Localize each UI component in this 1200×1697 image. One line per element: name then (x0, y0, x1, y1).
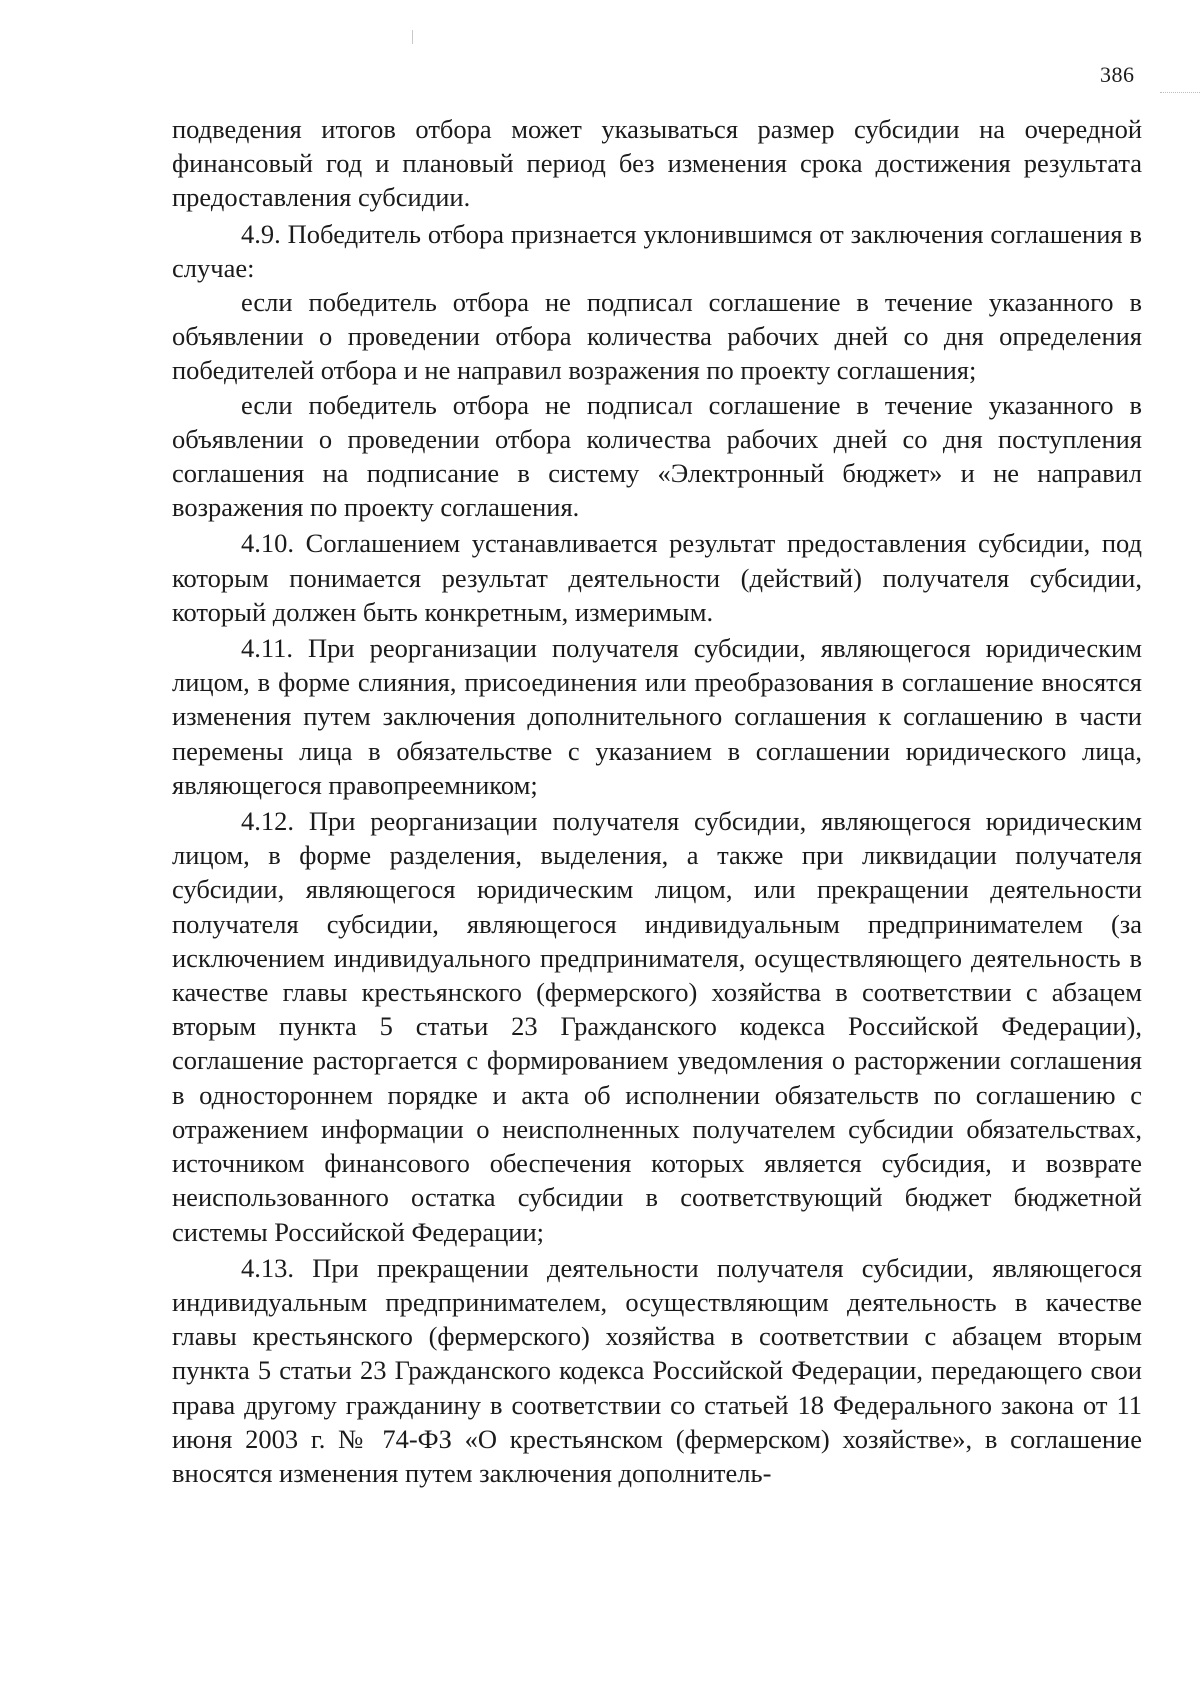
paragraph-condition-1: если победитель отбора не подписал соглашение в течение указанного в объявлении о проведении отбора количества рабочих дней со дня определения победителей отбора и не направил возражения по проекту соглашения; (172, 287, 1142, 386)
paragraph-clause-4-13: 4.13. При прекращении деятельности получателя субсидии, являющегося индивидуальным предпринимателем, осуществляющим деятельность в качестве главы крестьянского (фермерского) хозяйства в соответствии с абзацем вторым пункта 5 статьи 23 Гражданского кодекса Российской Федерации, передающего свои права другому гражданину в соответствии со статьей 18 Федерального закона от 11 июня 2003 г. № 74-ФЗ «О крестьянском (фермерском) хозяйстве», в соглашение вносятся изменения путем заключения дополнитель- (172, 1252, 1142, 1488)
scan-artifact-dots (1160, 92, 1200, 95)
paragraph-clause-4-11: 4.11. При реорганизации получателя субсидии, являющегося юридическим лицом, в форме слияния, присоединения или преобразования в соглашение вносятся изменения путем заключения дополнительного соглашения к соглашению в части перемены лица в обязательстве с указанием в соглашении юридического лица, являющегося правопреемником; (172, 633, 1142, 800)
paragraph-clause-4-12: 4.12. При реорганизации получателя субсидии, являющегося юридическим лицом, в форме разделения, выделения, а также при ликвидации получателя субсидии, являющегося юридическим лицом, или прекращении деятельности получателя субсидии, являющегося индивидуальным предпринимателем (за исключением индивидуального предпринимателя, осуществляющего деятельность в качестве главы крестьянского (фермерского) хозяйства в соответствии с абзацем вторым пункта 5 статьи 23 Гражданского кодекса Российской Федерации), соглашение расторгается с формированием уведомления о расторжении соглашения в одностороннем порядке и акта об исполнении обязательств по соглашению с отражением информации о неисполненных получателем субсидии обязательствах, источником финансового обеспечения которых является субсидия, и возврате неиспользованного остатка субсидии в соответствующий бюджет бюджетной системы Российской Федерации; (172, 806, 1142, 1247)
paragraph-clause-4-9: 4.9. Победитель отбора признается уклонившимся от заключения соглашения в случае: (172, 218, 1142, 283)
page-number: 386 (1100, 62, 1135, 87)
scan-artifact-line (412, 30, 413, 44)
document-body (172, 112, 1142, 1490)
paragraph-condition-2: если победитель отбора не подписал соглашение в течение указанного в объявлении о проведении отбора количества рабочих дней со дня поступления соглашения на подписание в систему «Электронный бюджет» и не направил возражения по проекту соглашения. (172, 389, 1142, 523)
paragraph-continuation: подведения итогов отбора может указываться размер субсидии на очередной финансовый год и плановый период без изменения срока достижения результата предоставления субсидии. (172, 114, 1142, 213)
paragraph-clause-4-10: 4.10. Соглашением устанавливается результат предоставления субсидии, под которым понимается результат деятельности (действий) получателя субсидии, который должен быть конкретным, измеримым. (172, 528, 1142, 627)
